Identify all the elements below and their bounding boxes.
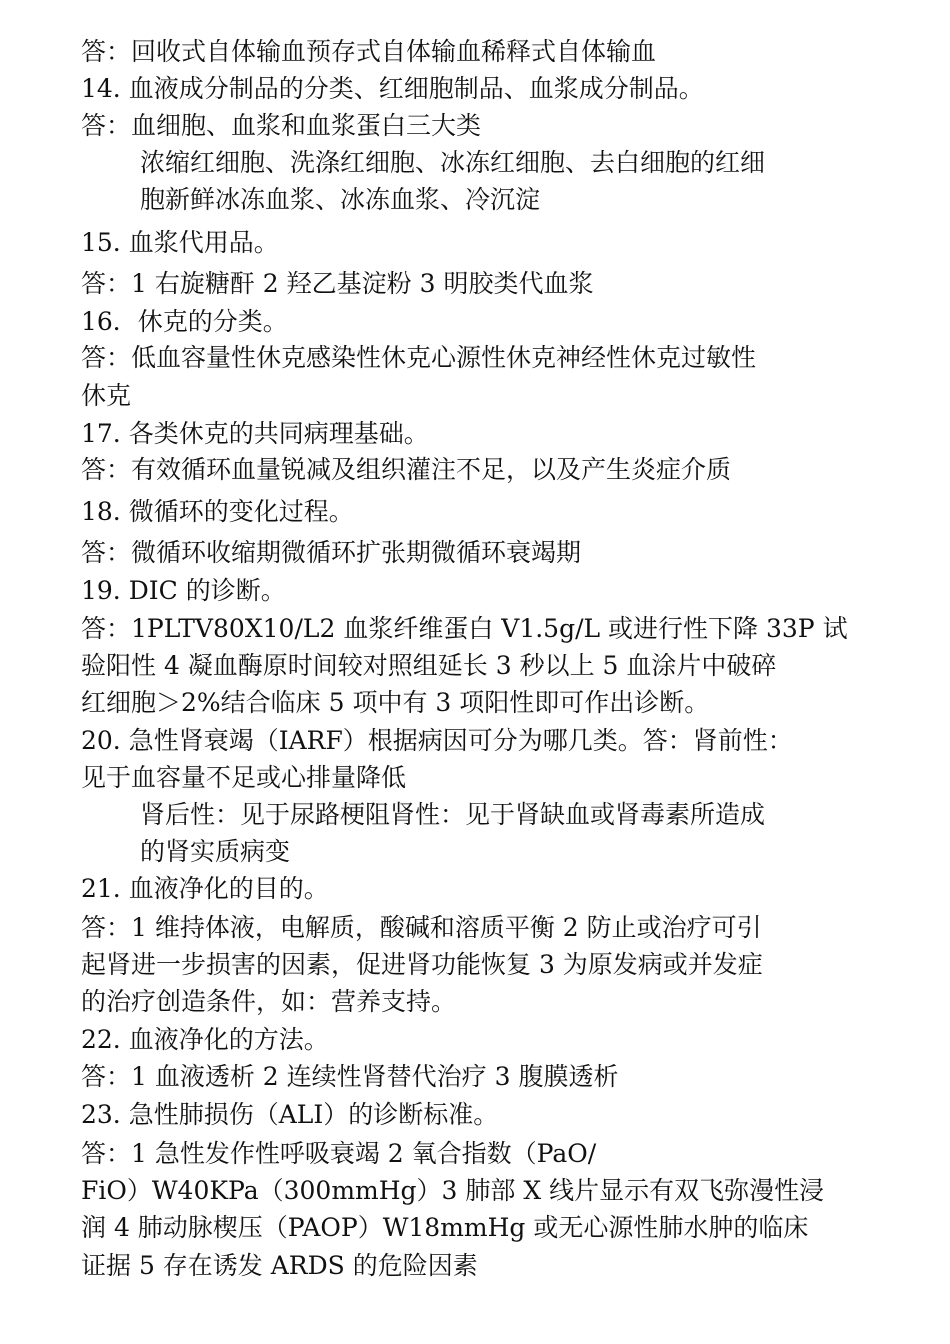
text-line: 浓缩红细胞、洗涤红细胞、冰冻红细胞、去白细胞的红细	[140, 148, 766, 177]
text-line: 见于血容量不足或心排量降低	[81, 763, 407, 792]
text-line: 的治疗创造条件，如：营养支持。	[81, 987, 457, 1016]
text-line: 验阳性 4 凝血酶原时间较对照组延长 3 秒以上 5 血涂片中破碎	[81, 651, 777, 680]
question-heading: 20. 急性肾衰竭（IARF）根据病因可分为哪几类。答：肾前性：	[81, 726, 793, 755]
question-heading: 17. 各类休克的共同病理基础。	[81, 419, 429, 448]
question-heading: 19. DIC 的诊断。	[81, 576, 286, 605]
text-line: 证据 5 存在诱发 ARDS 的危险因素	[81, 1251, 478, 1280]
text-line: FiO）W40KPa（300mmHg）3 肺部 X 线片显示有双飞弥漫性浸	[81, 1176, 825, 1205]
text-line: 答：1PLTV80X10/L2 血浆纤维蛋白 V1.5g/L 或进行性下降 33P 试	[81, 614, 848, 643]
question-heading: 22. 血液净化的方法。	[81, 1025, 329, 1054]
text-line: 的肾实质病变	[140, 837, 291, 866]
text-line: 红细胞＞2%结合临床 5 项中有 3 项阳性即可作出诊断。	[81, 688, 710, 717]
text-line: 答：有效循环血量锐减及组织灌注不足，以及产生炎症介质	[81, 455, 732, 484]
text-line: 答：微循环收缩期微循环扩张期微循环衰竭期	[81, 538, 582, 567]
text-line: 答：回收式自体输血预存式自体输血稀释式自体输血	[81, 37, 657, 66]
question-heading: 16．休克的分类。	[81, 307, 288, 336]
text-line: 答：1 急性发作性呼吸衰竭 2 氧合指数（PaO/	[81, 1139, 597, 1168]
text-line: 答：1 维持体液，电解质，酸碱和溶质平衡 2 防止或治疗可引	[81, 913, 762, 942]
text-line: 答：1 右旋糖酐 2 羟乙基淀粉 3 明胶类代血浆	[81, 269, 594, 298]
text-line: 答：血细胞、血浆和血浆蛋白三大类	[81, 111, 482, 140]
question-heading: 21. 血液净化的目的。	[81, 874, 329, 903]
text-line: 起肾进一步损害的因素，促进肾功能恢复 3 为原发病或并发症	[81, 950, 763, 979]
question-heading: 18. 微循环的变化过程。	[81, 497, 354, 526]
text-line: 休克	[81, 381, 132, 410]
question-heading: 23. 急性肺损伤（ALI）的诊断标准。	[81, 1100, 499, 1129]
text-line: 肾后性：见于尿路梗阻肾性：见于肾缺血或肾毒素所造成	[140, 800, 766, 829]
text-line: 答：低血容量性休克感染性休克心源性休克神经性休克过敏性	[81, 343, 757, 372]
text-line: 胞新鲜冰冻血浆、冰冻血浆、冷沉淀	[140, 185, 541, 214]
text-line: 答：1 血液透析 2 连续性肾替代治疗 3 腹膜透析	[81, 1062, 619, 1091]
question-heading: 14. 血液成分制品的分类、红细胞制品、血浆成分制品。	[81, 74, 704, 103]
question-heading: 15. 血浆代用品。	[81, 228, 279, 257]
text-line: 润 4 肺动脉楔压（PAOP）W18mmHg 或无心源性肺水肿的临床	[81, 1213, 809, 1242]
